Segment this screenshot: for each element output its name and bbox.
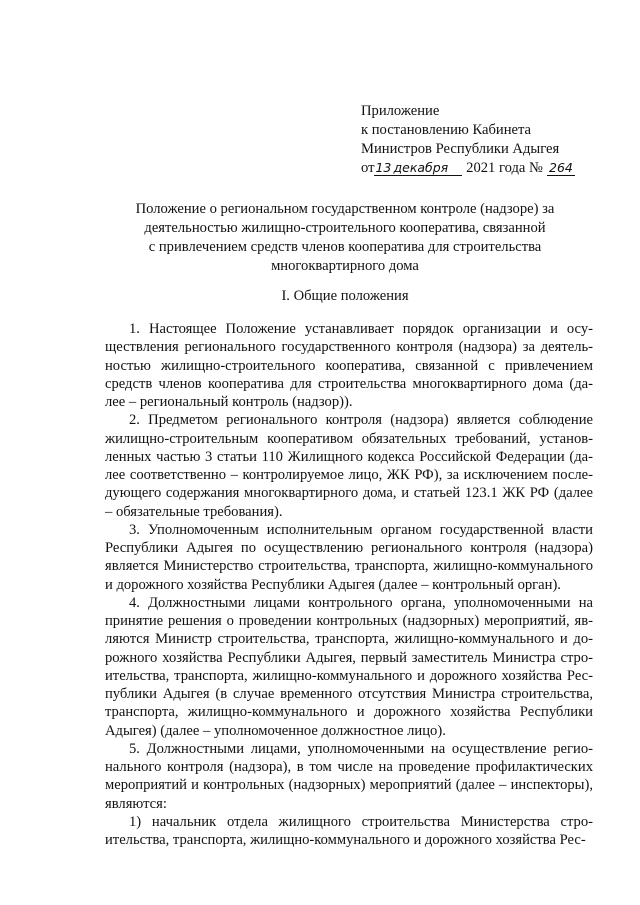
paragraph-line: и дорожного хозяйства Республики Адыгея (далее – контрольный орган). xyxy=(105,576,561,593)
paragraph-line: 4. Должностными лицами контрольного органа, уполномоченными на xyxy=(129,594,593,611)
paragraph-line: 1) начальник отдела жилищного строительства Министерства стро- xyxy=(129,813,593,830)
paragraph-line: 5. Должностными лицами, уполномоченными на осуществление регио- xyxy=(129,740,593,757)
paragraph-line: средств членов кооператива для строительства многоквартирного дома (да- xyxy=(105,375,593,392)
title-line: с привлечением средств членов кооператива для строительства xyxy=(148,239,542,255)
title-line: Положение о региональном государственном контроле (надзоре) за xyxy=(135,201,555,217)
date-month: декабря xyxy=(390,161,462,176)
document-number: 264 xyxy=(547,161,575,176)
paragraph-6 xyxy=(105,813,593,850)
document-body xyxy=(105,320,593,849)
paragraph-1 xyxy=(105,320,593,411)
paragraph-line: ительства, транспорта, жилищно-коммунального и дорожного хозяйства Рес- xyxy=(105,667,593,684)
document-title xyxy=(80,200,610,276)
appendix-line-1: Приложение xyxy=(361,103,440,119)
title-line: многоквартирного дома xyxy=(271,258,419,274)
appendix-block xyxy=(361,102,575,178)
paragraph-4 xyxy=(105,594,593,740)
paragraph-line: 1. Настоящее Положение устанавливает порядок организации и осу- xyxy=(129,321,593,337)
paragraph-line: являются: xyxy=(105,795,167,812)
paragraph-line: нального контроля (надзора), в том числе на проведение профилактических xyxy=(105,759,593,775)
paragraph-line: лее соответственно – контролируемое лицо, ЖК РФ), за исключением после- xyxy=(105,467,593,483)
paragraph-5 xyxy=(105,740,593,813)
paragraph-line: ностью жилищно-строительного кооператива, связанной с привлечением xyxy=(105,357,593,374)
paragraph-3 xyxy=(105,521,593,594)
paragraph-line: ительства, транспорта, жилищно-коммунального и дорожного хозяйства Рес- xyxy=(105,832,586,848)
paragraph-line: ществления регионального государственного контроля (надзора) за деятель- xyxy=(105,339,593,356)
paragraph-line: 3. Уполномоченным исполнительным органом государственной власти xyxy=(129,521,593,538)
paragraph-line: 2. Предметом регионального контроля (надзора) является соблюдение xyxy=(129,412,593,429)
paragraph-line: ляются Министр строительства, транспорта, жилищно-коммунального и до- xyxy=(105,631,593,648)
date-year-text: 2021 года № xyxy=(466,160,543,176)
paragraph-line: мероприятий и контрольных (надзорных) мероприятий (далее – инспекторы), xyxy=(105,777,593,794)
section-heading: I. Общие положения xyxy=(281,288,409,304)
paragraph-line: публики Адыгея (в случае временного отсутствия Министра строительства, xyxy=(105,686,593,702)
paragraph-line: Республики Адыгея по осуществлению регионального контроля (надзора) xyxy=(105,540,593,556)
title-line: деятельностью жилищно-строительного кооператива, связанной xyxy=(144,220,546,236)
paragraph-line: принятие решения о проведении контрольных (надзорных) мероприятий, яв- xyxy=(105,613,593,629)
paragraph-line: ленных частью 3 статьи 110 Жилищного кодекса Российской Федерации (да- xyxy=(105,448,593,465)
appendix-date-line xyxy=(361,159,575,178)
paragraph-line: рожного хозяйства Республики Адыгея, первый заместитель Министра стро- xyxy=(105,649,593,666)
paragraph-line: транспорта, жилищно-коммунального и дорожного хозяйства Республики xyxy=(105,704,593,721)
appendix-line-3: Министров Республики Адыгея xyxy=(361,141,560,157)
date-day: 13 xyxy=(375,160,392,175)
appendix-line-2: к постановлению Кабинета xyxy=(361,122,532,138)
paragraph-line: дующего содержания многоквартирного дома, и статьей 123.1 ЖК РФ (далее xyxy=(105,485,593,502)
paragraph-line: является Министерство строительства, транспорта, жилищно-коммунального xyxy=(105,558,593,575)
paragraph-line: Адыгея) (далее – уполномоченное должностное лицо). xyxy=(105,722,446,739)
date-prefix: от xyxy=(361,160,375,176)
paragraph-line: – обязательные требования). xyxy=(105,503,283,520)
paragraph-line: лее – региональный контроль (надзор)). xyxy=(105,394,353,410)
paragraph-line: жилищно-строительным кооперативом обязательных требований, установ- xyxy=(105,430,593,447)
paragraph-2 xyxy=(105,411,593,521)
